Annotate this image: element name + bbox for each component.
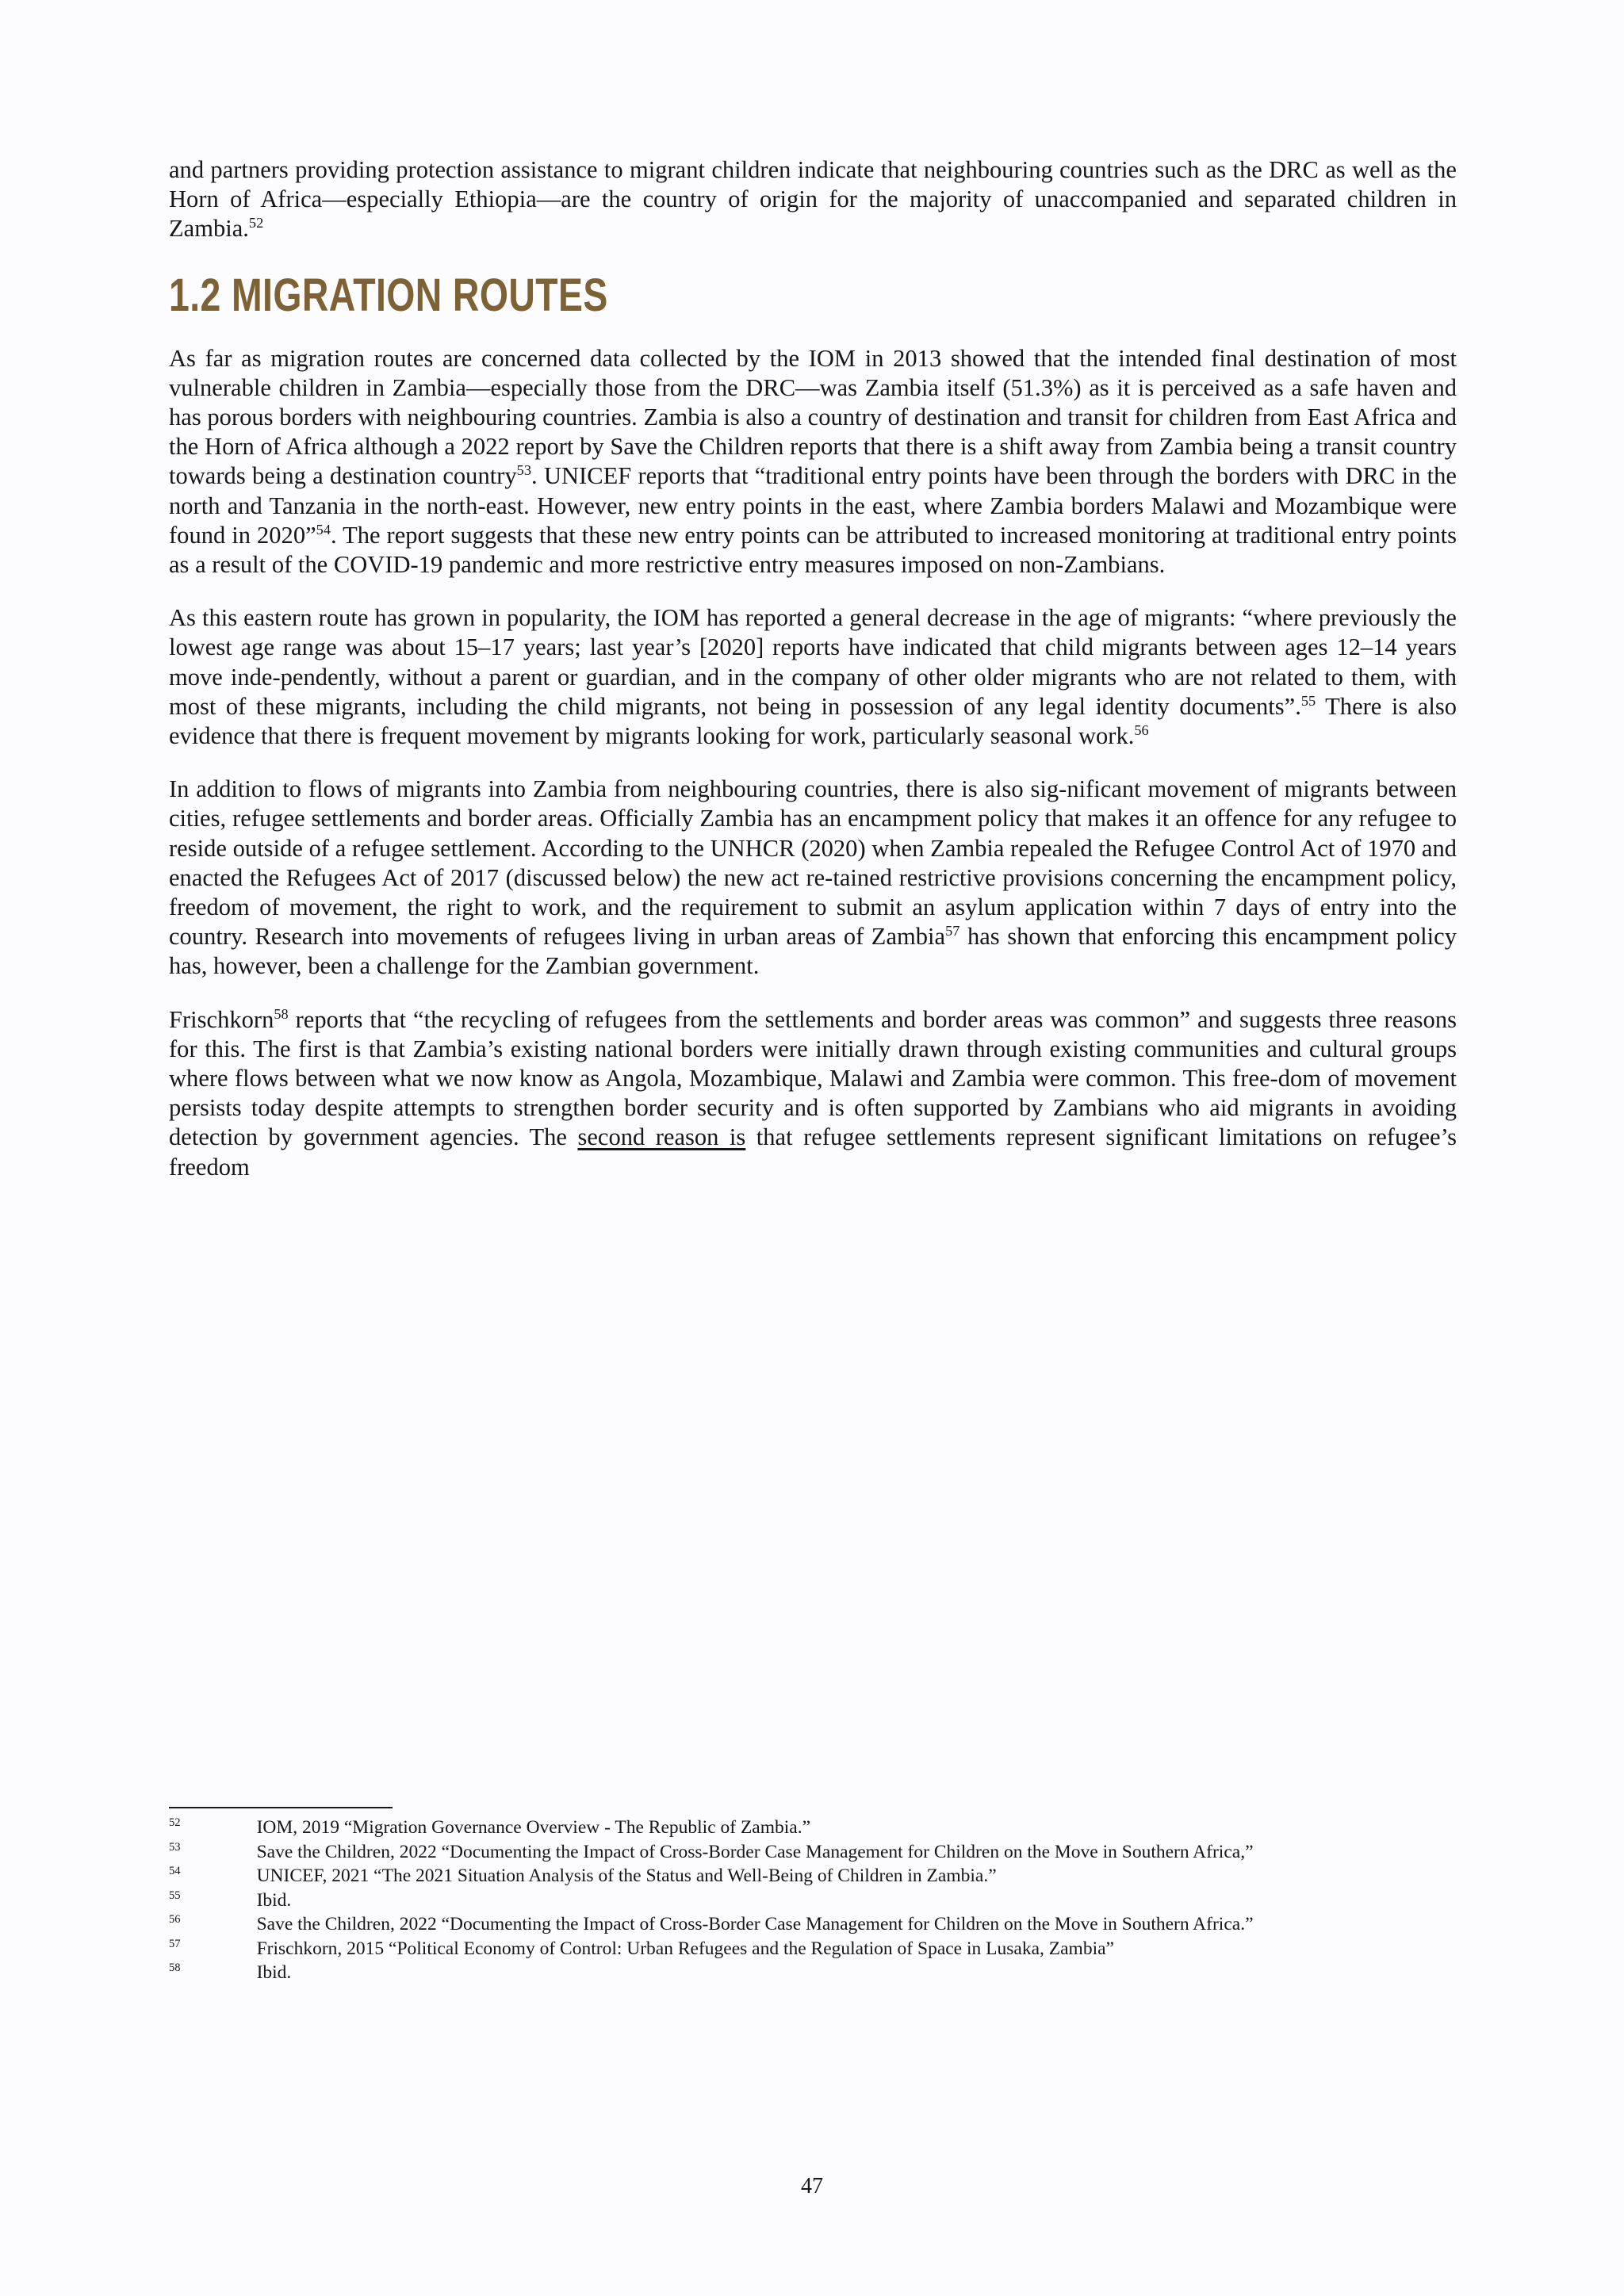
footnote-number[interactable]: 53 bbox=[169, 1840, 181, 1854]
footnote-number[interactable]: 56 bbox=[169, 1913, 181, 1927]
footnote-ref-54[interactable]: 54 bbox=[316, 521, 331, 538]
paragraph-eastern-route-text-b: There is also evidence that there is frequent movement by migrants looking for work, particularly seasonal work. bbox=[169, 692, 1457, 750]
footnote-number[interactable]: 52 bbox=[169, 1816, 181, 1830]
footnote-text: Frischkorn, 2015 “Political Economy of Control: Urban Refugees and the Regulation of Space in Lusaka, Zambia” bbox=[256, 1938, 1114, 1959]
paragraph-migration-routes bbox=[169, 344, 1457, 580]
footnote-separator-rule bbox=[169, 1807, 393, 1808]
page-content bbox=[169, 155, 1457, 1182]
paragraph-eastern-route bbox=[169, 603, 1457, 751]
page-number: 47 bbox=[801, 2174, 823, 2198]
footnote-text: IOM, 2019 “Migration Governance Overview - The Republic of Zambia.” bbox=[256, 1817, 811, 1838]
footnote-ref-55[interactable]: 55 bbox=[1300, 692, 1316, 709]
paragraph-intro bbox=[169, 155, 1457, 244]
footnote-ref-52[interactable]: 52 bbox=[248, 215, 264, 232]
footnote-ref-53[interactable]: 53 bbox=[516, 462, 531, 479]
footnote-text: Ibid. bbox=[256, 1889, 292, 1911]
footnote-item bbox=[169, 1865, 1457, 1888]
footnote-text: Save the Children, 2022 “Documenting the Impact of Cross-Border Case Management for Children on the Move in Southern Africa,” bbox=[256, 1841, 1254, 1862]
paragraph-intro-text: and partners providing protection assistance to migrant children indicate that neighbouring countries such as the DRC as well as the Horn of Africa—especially Ethiopia—are the country of origin for the majority of unaccompanied and separated children in Zambia. bbox=[169, 156, 1457, 243]
footnote-ref-57[interactable]: 57 bbox=[945, 923, 960, 939]
underlined-phrase: second reason is bbox=[577, 1123, 746, 1151]
footnote-item bbox=[169, 1913, 1457, 1937]
footnote-list bbox=[169, 1816, 1457, 1985]
footnote-item bbox=[169, 1938, 1457, 1961]
footnote-number[interactable]: 58 bbox=[169, 1961, 181, 1975]
section-heading-migration-routes: 1.2 MIGRATION ROUTES bbox=[169, 269, 608, 321]
paragraph-migration-routes-text-a: As far as migration routes are concerned data collected by the IOM in 2013 showed that the intended final destination of most vulnerable children in Zambia—especially those from the DRC—was Zambia itself (51.3%) as it is perceived as a safe haven and has porous borders with neighbouring countries. Zambia is also a country of destination and transit for children from East Africa and the Horn of Africa although a 2022 report by Save the Children reports that there is a shift away from Zambia being a transit country towards being a destination country bbox=[169, 344, 1457, 490]
footnote-item bbox=[169, 1889, 1457, 1913]
paragraph-migration-routes-text-c: . The report suggests that these new entry points can be attributed to increased monitoring at traditional entry points as a result of the COVID-19 pandemic and more restrictive entry measures imposed on non-Zambians. bbox=[169, 521, 1457, 579]
footnote-item bbox=[169, 1816, 1457, 1840]
paragraph-frischkorn bbox=[169, 1005, 1457, 1182]
paragraph-encampment-policy bbox=[169, 775, 1457, 981]
footnote-section bbox=[169, 1807, 1457, 1986]
paragraph-frischkorn-text-a: Frischkorn bbox=[169, 1005, 274, 1033]
footnote-text: Save the Children, 2022 “Documenting the Impact of Cross-Border Case Management for Children on the Move in Southern Africa.” bbox=[256, 1914, 1254, 1934]
paragraph-frischkorn-text-b: reports that “the recycling of refugees from the settlements and border areas was common” and suggests three reasons for this. The first is that Zambia’s existing national borders were initially drawn through existing communities and cultural groups where flows between what we now know as Angola, Mozambique, Malawi and Zambia were common. This free-dom of movement persists today despite attempts to strengthen border security and is often supported by Zambians who aid migrants in avoiding detection by government agencies. The bbox=[169, 1005, 1457, 1151]
footnote-ref-58[interactable]: 58 bbox=[274, 1005, 289, 1022]
footnote-item bbox=[169, 1841, 1457, 1865]
footnote-number[interactable]: 57 bbox=[169, 1937, 181, 1950]
footnote-ref-56[interactable]: 56 bbox=[1134, 721, 1149, 738]
footnote-item bbox=[169, 1961, 1457, 1985]
footnote-text: UNICEF, 2021 “The 2021 Situation Analysis of the Status and Well-Being of Children in Zambia.” bbox=[256, 1866, 997, 1886]
footnote-text: Ibid. bbox=[256, 1962, 292, 1983]
paragraph-migration-routes-text-b: . UNICEF reports that “traditional entry points have been through the borders with DRC in the north and Tanzania in the north-east. However, new entry points in the east, where Zambia borders Malawi and Mozambique were found in 2020” bbox=[169, 462, 1457, 549]
footnote-number[interactable]: 54 bbox=[169, 1865, 181, 1878]
paragraph-encampment-policy-text-b: has shown that enforcing this encampment policy has, however, been a challenge for the Zambian government. bbox=[169, 923, 1457, 980]
footnote-number[interactable]: 55 bbox=[169, 1888, 181, 1902]
paragraph-frischkorn-text-c: that refugee settlements represent significant limitations on refugee’s freedom bbox=[169, 1123, 1457, 1181]
paragraph-eastern-route-text-a: As this eastern route has grown in popularity, the IOM has reported a general decrease in the age of migrants: “where previously the lowest age range was about 15–17 years; last year’s [2020] reports have indicated that child migrants between ages 12–14 years move inde-pendently, without a parent or guardian, and in the company of other older migrants who are not related to them, with most of these migrants, including the child migrants, not being in possession of any legal identity documents”. bbox=[169, 604, 1457, 720]
paragraph-encampment-policy-text-a: In addition to flows of migrants into Zambia from neighbouring countries, there is also sig-nificant movement of migrants between cities, refugee settlements and border areas. Officially Zambia has an encampment policy that makes it an offence for any refugee to reside outside of a refugee settlement. According to the UNHCR (2020) when Zambia repealed the Refugee Control Act of 1970 and enacted the Refugees Act of 2017 (discussed below) the new act re-tained restrictive provisions concerning the encampment policy, freedom of movement, the right to work, and the requirement to submit an asylum application within 7 days of entry into the country. Research into movements of refugees living in urban areas of Zambia bbox=[169, 775, 1457, 951]
